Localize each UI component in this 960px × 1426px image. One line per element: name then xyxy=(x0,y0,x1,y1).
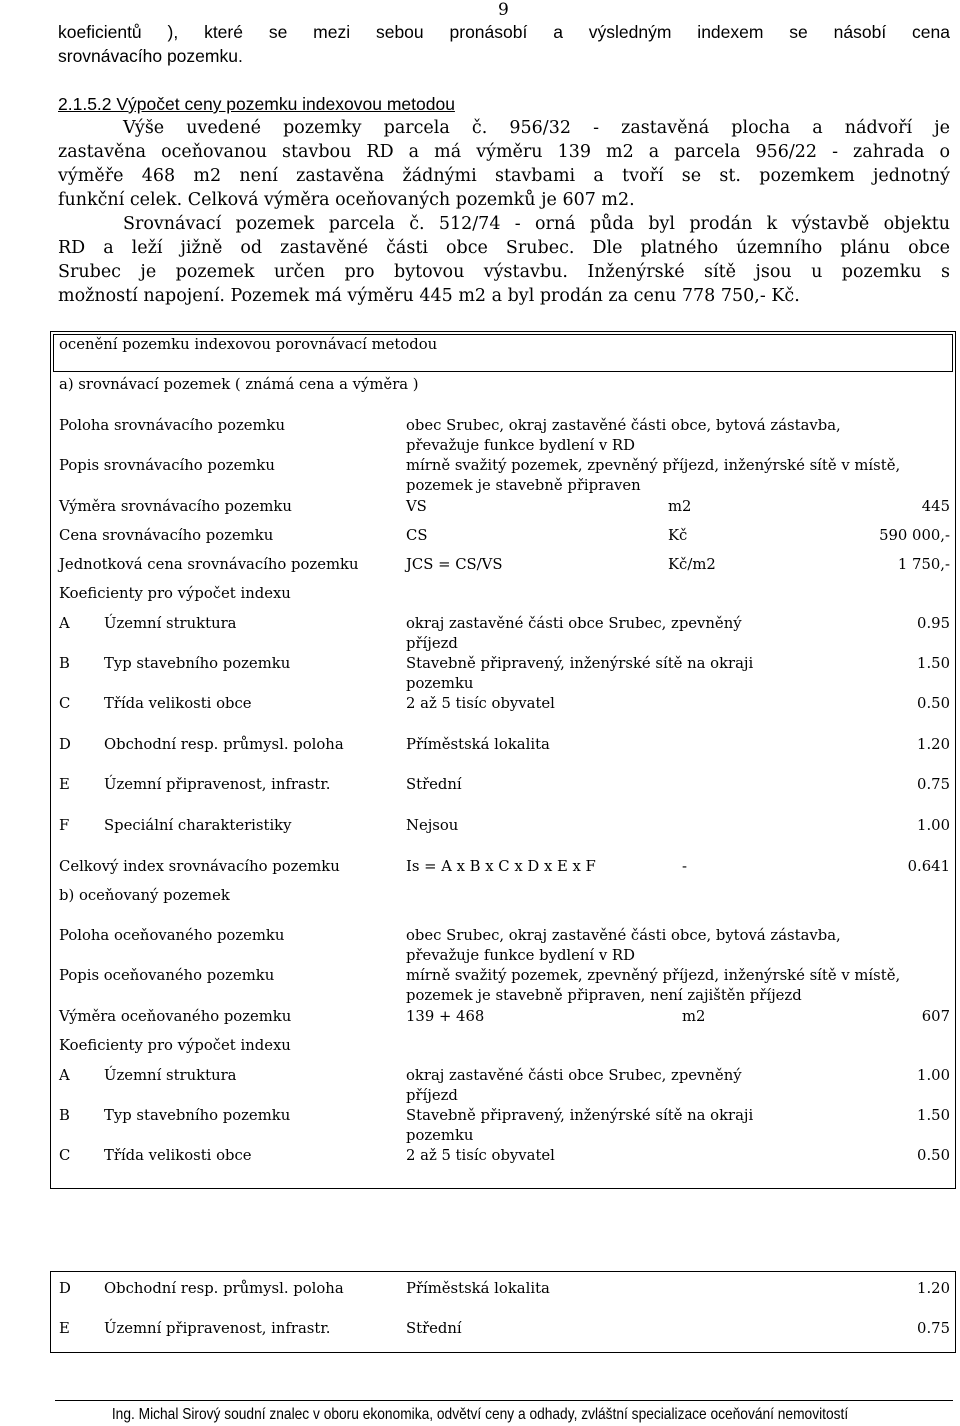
coef-name: Obchodní resp. průmysl. poloha xyxy=(104,736,344,753)
coef-letter: E xyxy=(59,1320,70,1337)
coef-value: 1.20 xyxy=(917,736,950,753)
para1-line: Výše uvedené pozemky parcela č. 956/32 - zastavěná plocha a nádvoří je xyxy=(123,118,950,138)
a-unit-price-label: Jednotková cena srovnávacího pozemku xyxy=(59,556,359,573)
coef-letter: D xyxy=(59,1280,71,1297)
coef-name: Třída velikosti obce xyxy=(104,1147,252,1164)
para1-line: funkční celek. Celková výměra oceňovaných pozemků je 607 m2. xyxy=(58,190,635,210)
intro-line-1: koeficientů ), které se mezi sebou pronásobí a výsledným indexem se násobí cena xyxy=(58,22,950,42)
para2-line: Srubec je pozemek určen pro bytovou výstavbu. Inženýrské sítě jsou u pozemku s xyxy=(58,262,950,282)
a-location-value: převažuje funkce bydlení v RD xyxy=(406,437,635,454)
coef-letter: A xyxy=(59,615,70,632)
coef-desc: příjezd xyxy=(406,1087,458,1104)
coef-letter: F xyxy=(59,817,70,834)
coef-name: Územní připravenost, infrastr. xyxy=(104,1320,331,1337)
section-a-heading: a) srovnávací pozemek ( známá cena a výměra ) xyxy=(59,376,419,393)
coef-desc: pozemku xyxy=(406,1127,474,1144)
coef-name: Územní struktura xyxy=(104,1067,237,1084)
coef-value: 0.95 xyxy=(917,615,950,632)
b-desc-value: mírně svažitý pozemek, zpevněný příjezd, inženýrské sítě v místě, xyxy=(406,967,901,984)
a-area-symbol: VS xyxy=(406,498,427,515)
coef-name: Speciální charakteristiky xyxy=(104,817,292,834)
coef-value: 1.50 xyxy=(917,655,950,672)
a-total-label: Celkový index srovnávacího pozemku xyxy=(59,858,340,875)
coef-desc: Stavebně připravený, inženýrské sítě na okraji xyxy=(406,655,754,672)
coef-name: Typ stavebního pozemku xyxy=(104,655,291,672)
coef-letter: C xyxy=(59,1147,71,1164)
a-total-value: 0.641 xyxy=(907,858,950,875)
a-total-unit: - xyxy=(682,858,687,875)
coef-name: Územní struktura xyxy=(104,615,237,632)
b-desc-label: Popis oceňovaného pozemku xyxy=(59,967,275,984)
a-price-value: 590 000,- xyxy=(879,527,950,544)
para1-line: výměře 468 m2 není zastavěna žádnými stavbami a tvoří se st. pozemkem jednotný xyxy=(58,166,950,186)
a-area-label: Výměra srovnávacího pozemku xyxy=(59,498,292,515)
para2-line: RD a leží jižně od zastavěné části obce Srubec. Dle platného územního plánu obce xyxy=(58,238,950,258)
table-title: ocenění pozemku indexovou porovnávací metodou xyxy=(59,336,438,353)
coef-value: 0.75 xyxy=(917,776,950,793)
coef-desc: Nejsou xyxy=(406,817,459,834)
a-location-value: obec Srubec, okraj zastavěné části obce, bytová zástavba, xyxy=(406,417,841,434)
b-area-symbol: 139 + 468 xyxy=(406,1008,485,1025)
a-price-symbol: CS xyxy=(406,527,428,544)
coef-desc: Příměstská lokalita xyxy=(406,736,550,753)
a-desc-value: pozemek je stavebně připraven xyxy=(406,477,641,494)
coef-letter: B xyxy=(59,1107,70,1124)
coef-desc: Střední xyxy=(406,776,462,793)
a-location-label: Poloha srovnávacího pozemku xyxy=(59,417,286,434)
coef-desc: příjezd xyxy=(406,635,458,652)
page-number: 9 xyxy=(498,0,509,20)
b-location-label: Poloha oceňovaného pozemku xyxy=(59,927,285,944)
a-unit-price-unit: Kč/m2 xyxy=(668,556,716,573)
b-area-label: Výměra oceňovaného pozemku xyxy=(59,1008,292,1025)
coef-desc: 2 až 5 tisíc obyvatel xyxy=(406,695,555,712)
coef-value: 1.50 xyxy=(917,1107,950,1124)
coef-name: Typ stavebního pozemku xyxy=(104,1107,291,1124)
b-coef-heading: Koeficienty pro výpočet indexu xyxy=(59,1037,291,1054)
a-area-value: 445 xyxy=(921,498,950,515)
coef-name: Územní připravenost, infrastr. xyxy=(104,776,331,793)
b-location-value: obec Srubec, okraj zastavěné části obce, bytová zástavba, xyxy=(406,927,841,944)
para1-line: zastavěna oceňovanou stavbou RD a má výměru 139 m2 a parcela 956/22 - zahrada o xyxy=(58,142,950,162)
coef-name: Třída velikosti obce xyxy=(104,695,252,712)
b-area-unit: m2 xyxy=(682,1008,706,1025)
coef-letter: D xyxy=(59,736,71,753)
coef-letter: B xyxy=(59,655,70,672)
a-desc-label: Popis srovnávacího pozemku xyxy=(59,457,275,474)
coef-letter: E xyxy=(59,776,70,793)
b-area-value: 607 xyxy=(921,1008,950,1025)
coef-value: 0.75 xyxy=(917,1320,950,1337)
coef-value: 1.00 xyxy=(917,817,950,834)
a-total-formula: Is = A x B x C x D x E x F xyxy=(406,858,596,875)
coef-desc: Příměstská lokalita xyxy=(406,1280,550,1297)
coef-letter: A xyxy=(59,1067,70,1084)
coef-value: 1.20 xyxy=(917,1280,950,1297)
coef-value: 0.50 xyxy=(917,1147,950,1164)
para2-line: možností napojení. Pozemek má výměru 445 m2 a byl prodán za cenu 778 750,- Kč. xyxy=(58,286,800,306)
coef-desc: pozemku xyxy=(406,675,474,692)
coef-desc: okraj zastavěné části obce Srubec, zpevněný xyxy=(406,615,742,632)
b-location-value: převažuje funkce bydlení v RD xyxy=(406,947,635,964)
coef-desc: Střední xyxy=(406,1320,462,1337)
section-heading: 2.1.5.2 Výpočet ceny pozemku indexovou metodou xyxy=(58,94,455,114)
section-b-heading: b) oceňovaný pozemek xyxy=(59,887,230,904)
footer-divider xyxy=(55,1400,953,1401)
a-coef-heading: Koeficienty pro výpočet indexu xyxy=(59,585,291,602)
coef-desc: Stavebně připravený, inženýrské sítě na okraji xyxy=(406,1107,754,1124)
a-desc-value: mírně svažitý pozemek, zpevněný příjezd, inženýrské sítě v místě, xyxy=(406,457,901,474)
a-unit-price-symbol: JCS = CS/VS xyxy=(406,556,503,573)
coef-desc: 2 až 5 tisíc obyvatel xyxy=(406,1147,555,1164)
a-area-unit: m2 xyxy=(668,498,692,515)
para2-line: Srovnávací pozemek parcela č. 512/74 - orná půda byl prodán k výstavbě objektu xyxy=(123,214,950,234)
coef-name: Obchodní resp. průmysl. poloha xyxy=(104,1280,344,1297)
intro-line-2: srovnávacího pozemku. xyxy=(58,46,243,66)
coef-value: 0.50 xyxy=(917,695,950,712)
a-price-label: Cena srovnávacího pozemku xyxy=(59,527,274,544)
coef-letter: C xyxy=(59,695,71,712)
page-footer: Ing. Michal Sirový soudní znalec v oboru ekonomika, odvětví ceny a odhady, zvláštní specializace oceňování nemovitostí xyxy=(111,1406,849,1423)
a-unit-price-value: 1 750,- xyxy=(897,556,950,573)
a-price-unit: Kč xyxy=(668,527,688,544)
coef-value: 1.00 xyxy=(917,1067,950,1084)
coef-desc: okraj zastavěné části obce Srubec, zpevněný xyxy=(406,1067,742,1084)
b-desc-value: pozemek je stavebně připraven, není zajištěn příjezd xyxy=(406,987,802,1004)
